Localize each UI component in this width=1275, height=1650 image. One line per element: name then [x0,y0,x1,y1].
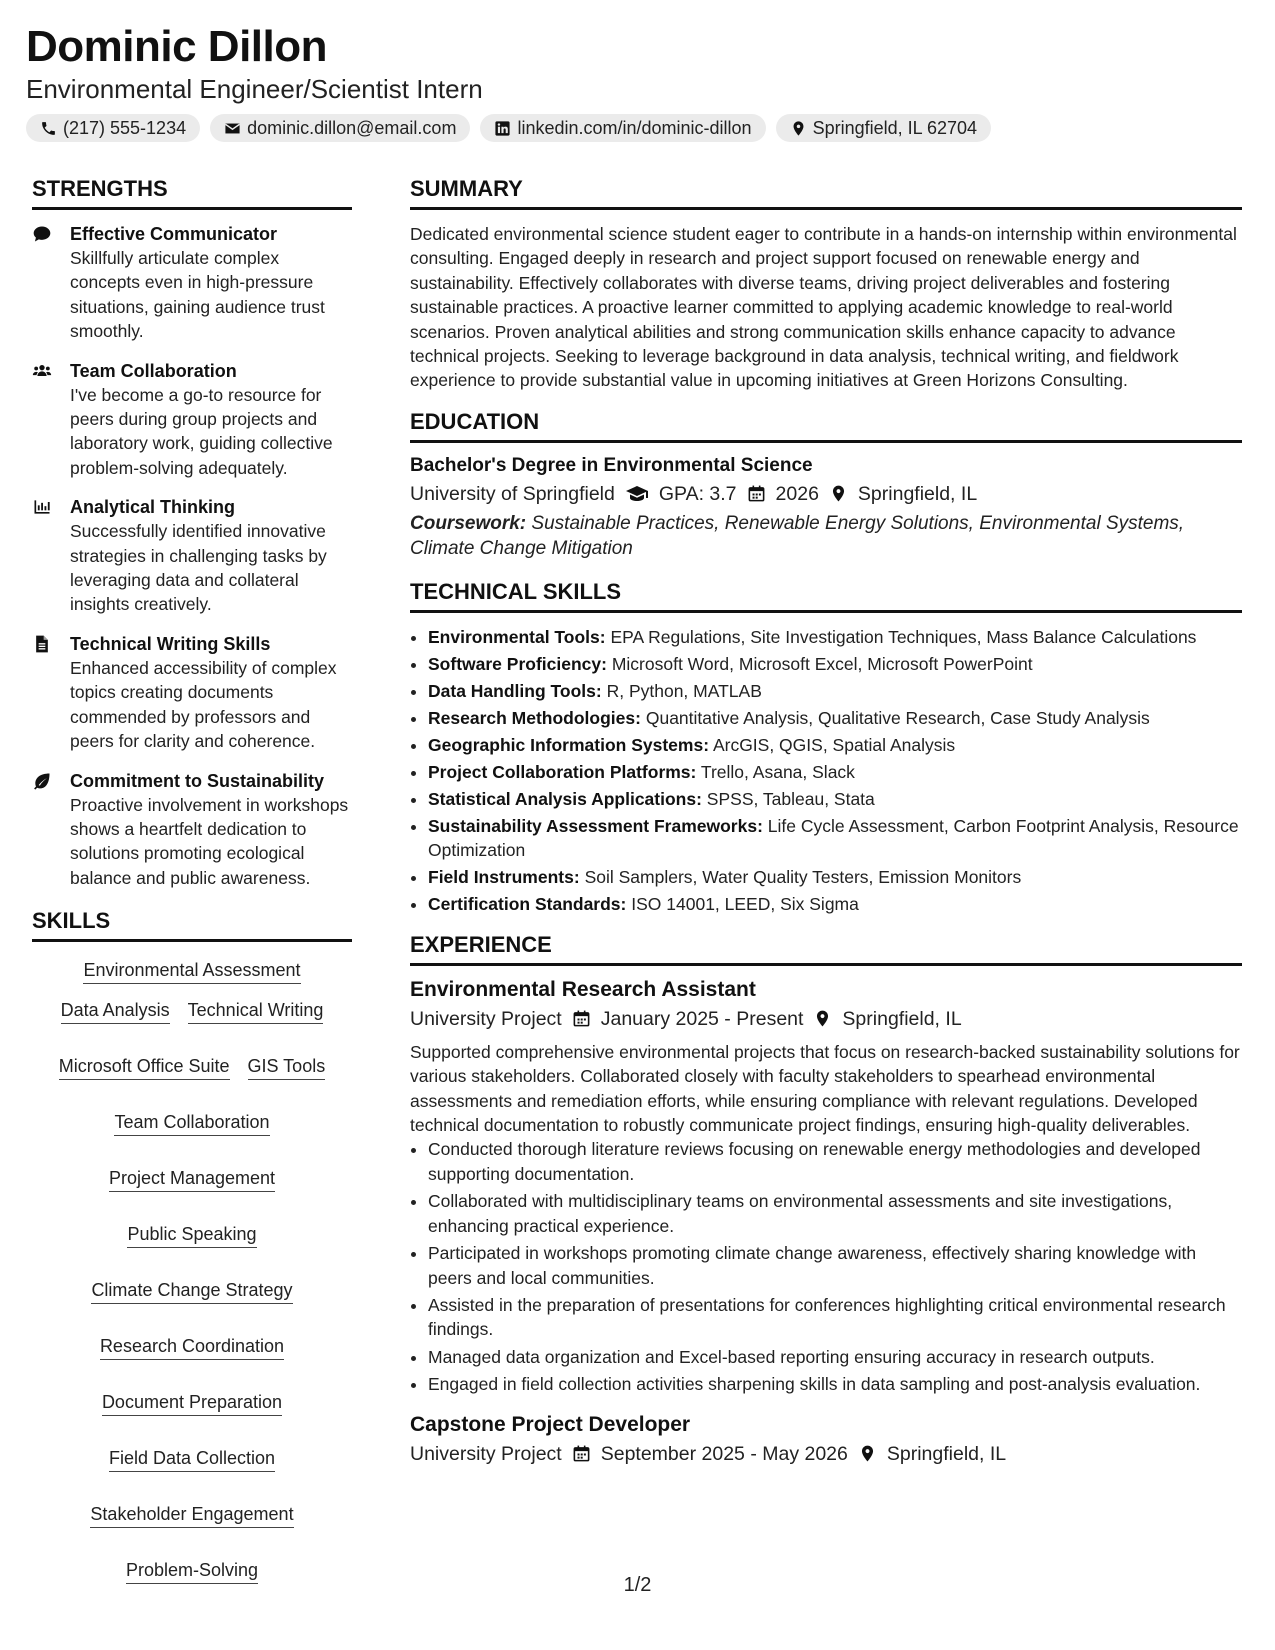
map-pin-icon [858,1444,877,1463]
tech-skill-value: SPSS, Tableau, Stata [706,788,875,809]
graduation-cap-icon [625,482,649,506]
right-column [410,176,1242,1469]
contact-location-text: Springfield, IL 62704 [812,117,978,138]
contact-phone-text: (217) 555-1234 [63,117,187,138]
strength-desc: Successfully identified innovative strategies in challenging tasks by leveraging data and collateral insights creatively. [70,521,327,615]
job-meta [410,1439,1242,1469]
strength-item [32,222,352,344]
summary-text: Dedicated environmental science student eager to contribute in a hands-on internship within environmental consulting. Engaged deeply in research and project support focused on renewable energy and sustainability. Effectively collaborates with diverse teams, driving project deliverables and fostering sustainable practices. A proactive learner committed to applying academic knowledge to real-world scenarios. Proven analytical abilities and strong communication skills enhance capacity to advance technical projects. Seeking to leverage background in data analysis, technical writing, and fieldwork experience to provide substantial value in upcoming initiatives at Green Horizons Consulting. [410,224,1237,391]
skill-tag: Public Speaking [127,1224,256,1248]
coursework [410,511,1242,561]
tech-skill-value: Life Cycle Assessment, Carbon Footprint Analysis, Resource Optimization [428,815,1239,860]
job-dates: January 2025 - Present [600,1007,804,1030]
skill-tag: Stakeholder Engagement [90,1504,293,1528]
contact-location [776,114,991,142]
tech-skill-value: ArcGIS, QGIS, Spatial Analysis [712,734,956,755]
calendar-icon [747,484,766,503]
gpa: GPA: 3.7 [658,482,737,505]
job-bullets [410,1137,1242,1396]
degree-title: Bachelor's Degree in Environmental Science [410,454,813,476]
list-item [428,679,1242,703]
tech-skill-value: Microsoft Word, Microsoft Excel, Microsoft PowerPoint [611,653,1033,674]
technical-skills-heading: TECHNICAL SKILLS [410,579,1242,613]
envelope-icon [224,120,241,137]
phone-icon [40,120,57,137]
strength-item [32,495,352,617]
bar-chart-icon [32,497,52,517]
tech-skill-value: ISO 14001, LEED, Six Sigma [631,893,859,914]
list-item [428,706,1242,730]
candidate-title: Environmental Engineer/Scientist Intern [26,74,483,104]
strength-title: Effective Communicator [70,224,278,244]
skill-tag: Project Management [109,1168,275,1192]
strength-title: Technical Writing Skills [70,633,271,654]
job-meta [410,1004,1242,1034]
contact-linkedin-text: linkedin.com/in/dominic-dillon [517,117,752,138]
tech-skill-label: Certification Standards: [428,893,627,914]
tech-skill-label: Software Proficiency: [428,653,607,674]
map-pin-icon [790,120,807,137]
skill-tag: Environmental Assessment [83,960,300,984]
users-icon [32,361,52,381]
strengths-heading: STRENGTHS [32,176,352,210]
map-pin-icon [829,484,848,503]
skill-tag: Technical Writing [188,1000,324,1024]
job-org: University Project [410,1007,562,1030]
education-heading: EDUCATION [410,409,1242,443]
tech-skill-value: R, Python, MATLAB [606,680,762,701]
tech-skill-label: Project Collaboration Platforms: [428,761,697,782]
contact-linkedin[interactable] [480,114,765,142]
strength-title: Analytical Thinking [70,497,236,518]
skills-heading: SKILLS [32,908,352,942]
skill-tag: Team Collaboration [114,1112,269,1136]
skill-tag: Microsoft Office Suite [59,1056,230,1080]
job-title: Capstone Project Developer [410,1412,691,1436]
list-item [428,625,1242,649]
list-item: • Assisted in the preparation of presentations for conferences highlighting critical environmental research findings. [428,1293,1242,1342]
list-item [428,760,1242,784]
contact-phone[interactable] [26,114,200,142]
calendar-icon [572,1009,591,1028]
list-item: • Engaged in field collection activities sharpening skills in data sampling and post-analysis evaluation. [428,1372,1242,1396]
tech-skill-value: Quantitative Analysis, Qualitative Research, Case Study Analysis [645,707,1150,728]
list-item: • Conducted thorough literature reviews focusing on renewable energy methodologies and developed supporting documentation. [428,1137,1242,1186]
tech-skill-value: EPA Regulations, Site Investigation Techniques, Mass Balance Calculations [610,626,1197,647]
tech-skill-value: Trello, Asana, Slack [700,761,855,782]
list-item: • Collaborated with multidisciplinary teams on environmental assessments and site investigations, enhancing practical experience. [428,1189,1242,1238]
job-title: Environmental Research Assistant [410,977,756,1001]
strength-item [32,359,352,481]
job-location: Springfield, IL [886,1442,1007,1465]
job-description: Supported comprehensive environmental projects that focus on research-backed sustainability solutions for various stakeholders. Collaborated closely with faculty stakeholders to spearhead environmental assessments and remediation efforts, while ensuring compliance with relevant regulations. Developed technical documentation to robustly communicate project findings, ensuring high-quality deliverables. [410,1041,1240,1136]
skills-list [32,960,352,1584]
job-org: University Project [410,1442,562,1465]
leaf-icon [32,771,52,791]
summary-heading: SUMMARY [410,176,1242,210]
experience-entry [410,976,1242,1397]
list-item [428,814,1242,862]
strength-desc: Enhanced accessibility of complex topics creating documents commended by professors and peers for clarity and coherence. [70,657,337,752]
contact-email[interactable] [210,114,470,142]
tech-skill-value: Soil Samplers, Water Quality Testers, Emission Monitors [584,866,1022,887]
list-item: • Managed data organization and Excel-based reporting ensuring accuracy in research outputs. [428,1345,1242,1369]
left-column [32,176,352,1584]
coursework-list: Sustainable Practices, Renewable Energy Solutions, Environmental Systems, Climate Change Mitigation [410,512,1185,559]
linkedin-icon [494,120,511,137]
tech-skill-label: Geographic Information Systems: [428,734,710,755]
strength-title: Team Collaboration [70,360,237,381]
contact-bar [26,114,991,142]
speech-bubble-icon [32,224,52,244]
strength-item [32,769,352,891]
contact-email-text: dominic.dillon@email.com [247,117,457,138]
strength-desc: I've become a go-to resource for peers during group projects and laboratory work, guiding collective problem-solving adequately. [70,384,333,478]
calendar-icon [572,1444,591,1463]
tech-skill-label: Field Instruments: [428,866,580,887]
strength-title: Commitment to Sustainability [70,770,325,791]
coursework-label: Coursework: [410,512,527,534]
strength-desc: Proactive involvement in workshops shows a heartfelt dedication to solutions promoting ecological balance and public awareness. [70,794,349,888]
list-item: • Participated in workshops promoting climate change awareness, effectively sharing knowledge with peers and local communities. [428,1241,1242,1290]
list-item [428,652,1242,676]
list-item [428,733,1242,757]
list-item [428,865,1242,889]
list-item [428,787,1242,811]
map-pin-icon [813,1009,832,1028]
page-number: 1/2 [623,1574,652,1596]
tech-skill-label: Statistical Analysis Applications: [428,788,702,809]
candidate-name: Dominic Dillon [26,22,327,71]
job-dates: September 2025 - May 2026 [600,1442,848,1465]
experience-entry [410,1411,1242,1469]
skill-tag: GIS Tools [248,1056,326,1080]
school-name: University of Springfield [410,482,615,505]
strength-item [32,632,352,754]
tech-skill-label: Environmental Tools: [428,626,606,647]
skill-tag: Document Preparation [102,1392,282,1416]
school-location: Springfield, IL [857,482,978,505]
skill-tag: Research Coordination [100,1336,284,1360]
strength-desc: Skillfully articulate complex concepts even in high-pressure situations, gaining audience trust smoothly. [70,248,325,342]
skill-tag: Climate Change Strategy [91,1280,292,1304]
skill-tag: Problem-Solving [126,1560,258,1584]
tech-skill-label: Research Methodologies: [428,707,641,728]
tech-skill-label: Data Handling Tools: [428,680,602,701]
job-location: Springfield, IL [842,1007,962,1030]
tech-skill-label: Sustainability Assessment Frameworks: [428,815,763,836]
experience-heading: EXPERIENCE [410,932,1242,966]
graduation-year: 2026 [775,482,819,505]
education-meta [410,479,1242,509]
skill-tag: Field Data Collection [109,1448,275,1472]
technical-skills-list [410,625,1242,916]
skill-tag: Data Analysis [61,1000,170,1024]
document-icon [32,634,52,654]
list-item [428,892,1242,916]
